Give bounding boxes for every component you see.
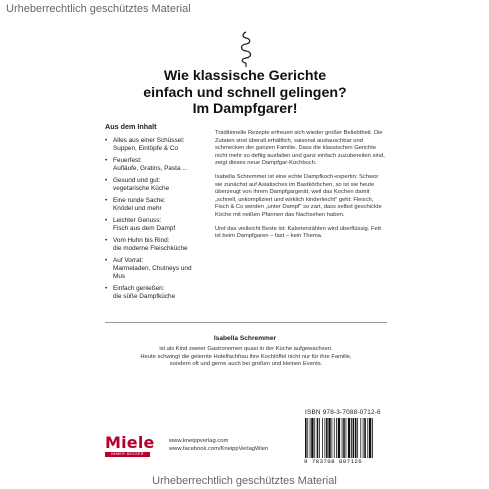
toc-item-sub: die süße Dampfküche (113, 293, 176, 300)
barcode-bar (360, 418, 361, 458)
toc-item (105, 137, 205, 153)
facebook-url[interactable]: www.facebook.com/KneippVerlagWien (169, 445, 269, 452)
toc-item (105, 285, 205, 301)
barcode-bar (332, 418, 333, 458)
barcode-bar (326, 418, 328, 458)
book-back-cover (87, 18, 403, 473)
barcode-bar (338, 418, 340, 458)
barcode-bar (357, 418, 358, 458)
barcode-bar (346, 418, 347, 458)
toc-item-heading: • Leichter Genuss: (113, 217, 162, 224)
headline-line: Im Dampfgarer! (192, 101, 298, 117)
author-bio-line: ist als Kind zweier Gastronomen quasi in der Küche aufgewachsen. (159, 346, 333, 352)
barcode-bar (305, 418, 307, 458)
author-bio-line: Heute schwingt die gelernte Hotelfachfrau ihre Kochlöffel nicht nur für ihre Familie, (140, 353, 352, 360)
barcode-bar (336, 418, 337, 458)
toc-item-sub: Suppen, Eintöpfe & Co (113, 145, 179, 152)
spiral-steam-icon (236, 30, 256, 68)
brand-tagline: IMMER BESSER (105, 452, 150, 457)
toc-item-heading: • Eine runde Sache: (113, 197, 166, 204)
toc-item-heading: • Alles aus einer Schüssel: (113, 137, 185, 144)
barcode-bar (351, 418, 352, 458)
toc-item-sub: Knödel und mehr (113, 205, 162, 212)
barcode-bar (343, 418, 345, 458)
barcode-bar (311, 418, 313, 458)
blurb-text (215, 130, 387, 247)
blurb-paragraph: Isabella Schremmer ist eine echte Dampfkoch-expertin: Schwor sie zunächst auf Asiatisches im Bastkörbchen, so ist sie heute überzeugt von ihrem Dampfgargerät, weil das Kochen damit „schnell, unkompliziert und wirklich kinderleicht" geht: Fleisch, Fisch & Co werden „unter Dampf" so zart, dass selbst geschickte Köche mit neißen Pfannen das Nachsehen haben. (215, 173, 382, 218)
author-bio (105, 346, 387, 369)
publisher-links (169, 438, 268, 454)
headline-line: einfach und schnell gelingen? (143, 84, 347, 101)
barcode-bar (314, 418, 315, 458)
toc-item-heading: • Gesund und gut: (113, 177, 161, 184)
cover-headline (87, 68, 403, 118)
watermark-bottom: Urheberrechtlich geschütztes Material (152, 475, 337, 487)
barcode-bar (328, 418, 330, 458)
author-bio-line: sondern oft und gerne auch bei großen und kleinen Events. (169, 361, 323, 368)
toc-item-sub: Marmeladen, Chutneys und Mus (113, 265, 192, 280)
barcode-bar (355, 418, 357, 458)
barcode-bar (310, 418, 311, 458)
barcode-bar (372, 418, 373, 458)
table-of-contents (105, 122, 205, 305)
blurb-paragraph: Traditionelle Rezepte erfreuen sich wieder großer Beliebtheit. Die Zutaten sind überall erhältlich, saisonal austauschbar und schmecken der ganzen Familie. Dass die klassischen Gerichte nicht mehr so deftig ausfallen und ganz einfach zuzubereiten sind, zeigt dieses neue Dampfgar-Kochbuch. (215, 130, 385, 167)
toc-item (105, 237, 205, 253)
barcode-bar (334, 418, 335, 458)
author-name: Isabella Schremmer (213, 335, 277, 342)
miele-logo (105, 433, 155, 457)
toc-item (105, 217, 205, 233)
barcode-bar (367, 418, 368, 458)
toc-item (105, 177, 205, 193)
toc-item-sub: Aufläufe, Gratins, Pasta ... (113, 165, 188, 172)
barcode-bar (342, 418, 343, 458)
barcode-bar (363, 418, 364, 458)
toc-item (105, 197, 205, 213)
brand-logo-text: Miele (105, 433, 155, 452)
toc-item-heading: • Einfach genießen: (113, 285, 165, 292)
barcode-bar (307, 418, 308, 458)
barcode-bar (322, 418, 323, 458)
blurb-paragraph: Und das vielleicht Beste ist: Kalorienzählen wird überflüssig. Fett ist beim Dampfgaren – fast – kein Thema. (215, 225, 381, 240)
toc-item-sub: Fisch aus dem Dampf (113, 225, 176, 232)
barcode-digits: 9 783708 807126 (304, 458, 363, 465)
toc-item-sub: vegetarische Küche (113, 185, 170, 192)
barcode-bar (369, 418, 371, 458)
toc-item-heading: • Feuerfest: (113, 157, 142, 164)
website-url[interactable]: www.kneippverlag.com (169, 438, 229, 444)
barcode-bar (353, 418, 355, 458)
toc-item-heading: • Auf Vorrat: (113, 257, 144, 264)
toc-item (105, 157, 205, 173)
headline-line: Wie klassische Gerichte (163, 68, 327, 84)
barcode-bar (325, 418, 326, 458)
barcode-bar (317, 418, 319, 458)
toc-item (105, 257, 205, 281)
isbn-label: ISBN 978-3-7088-0712-6 (305, 409, 381, 416)
toc-item-sub: die moderne Fleischküche (113, 245, 188, 252)
toc-title: Aus dem Inhalt (105, 122, 157, 131)
barcode-bar (364, 418, 366, 458)
barcode-bar (348, 418, 350, 458)
barcode-bar (319, 418, 320, 458)
isbn-barcode (304, 418, 396, 458)
toc-item-heading: • Vom Huhn bis Rind: (113, 237, 170, 244)
watermark-top: Urheberrechtlich geschütztes Material (6, 3, 191, 15)
section-divider (105, 322, 387, 323)
